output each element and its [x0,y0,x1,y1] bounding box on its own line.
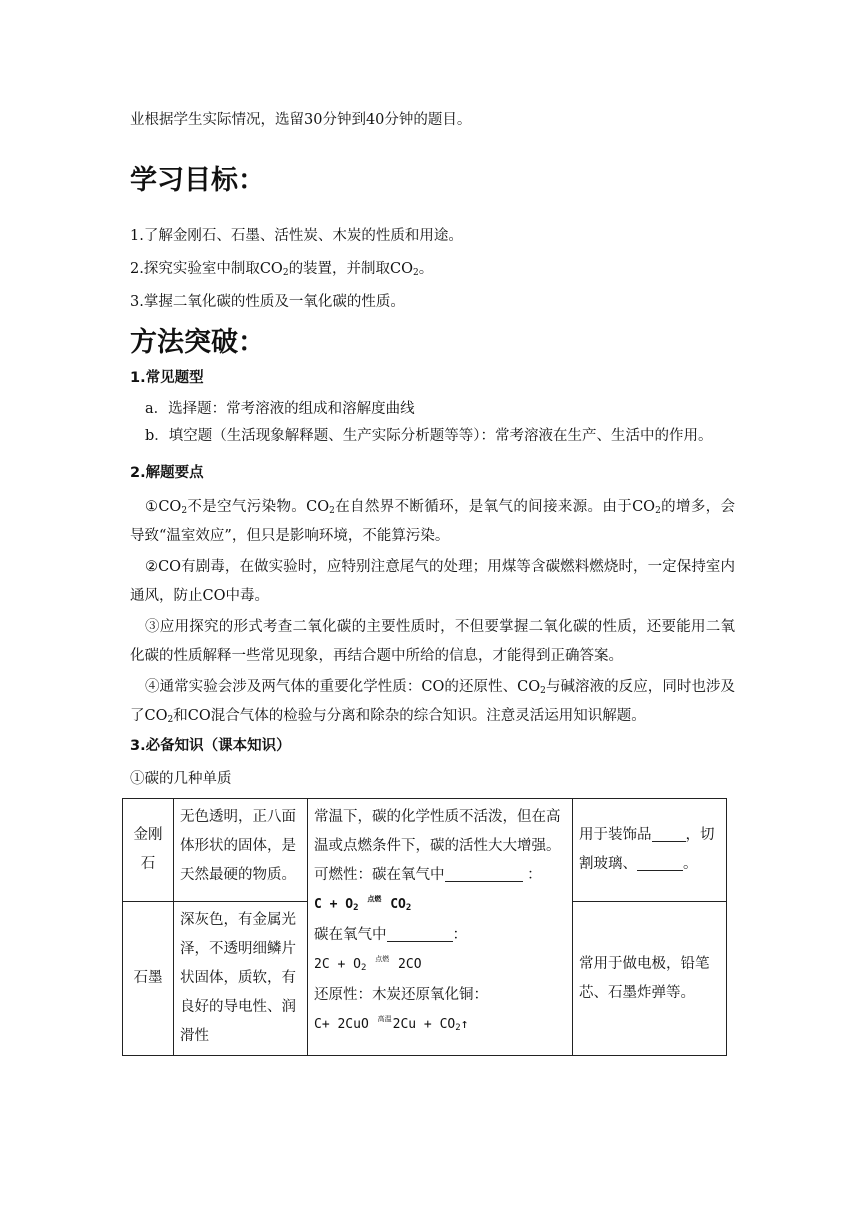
key-point-4: ④通常实验会涉及两气体的重要化学性质：CO的还原性、$CO_2$与碱溶液的反应，同时也涉及了$CO_2$和CO混合气体的检验与分离和除杂的综合知识。注意灵活运用知识解题。 [130,679,736,725]
key-point-1: $①CO_2$不是空气污染物。$CO_2$在自然界不断循环，是氧气的间接来源。由于$CO_2$的增多，会导致“温室效应”，但只是影响环境，不能算污染。 [130,499,736,544]
learning-goals-heading: 学习目标： [130,165,265,196]
cell-graphite-use: 常用于做电极，铅笔芯、石墨炸弹等。 [573,902,727,1056]
equation-complete-combustion: $C + O_2$ $^{点燃}$ $CO_2$ [314,895,412,913]
goal-item-3: 3.掌握二氧化碳的性质及一氧化碳的性质。 [130,294,405,310]
cell-diamond-name: 金刚石 [123,799,174,902]
intro-line: 业根据学生实际情况，选留30分钟到40分钟的题目。 [130,112,472,128]
section-3-title: 3.必备知识（课本知识） [130,738,291,754]
question-type-a: a．选择题：常考溶液的组成和溶解度曲线 [145,401,415,417]
methods-heading: 方法突破： [130,327,265,358]
section-2-title: 2.解题要点 [130,465,204,481]
goal-item-2: 2.探究实验室中制取$CO_2$的装置，并制取$CO_2$。 [130,261,434,278]
question-type-b: b．填空题（生活现象解释题、生产实际分析题等等）：常考溶液在生产、生活中的作用。 [145,428,713,444]
section-3-subtitle: ①碳的几种单质 [130,771,232,787]
cell-diamond-desc: 无色透明，正八面体形状的固体，是天然最硬的物质。 [174,799,308,902]
key-point-3: ③应用探究的形式考查二氧化碳的主要性质时，不但要掌握二氧化碳的性质，还要能用二氧化碳的性质解释一些常见现象，再结合题中所给的信息，才能得到正确答案。 [130,619,735,664]
section-1-title: 1.常见题型 [130,370,204,386]
cell-chemical-properties: 常温下，碳的化学性质不活泼，但在高温或点燃条件下，碳的活性大大增强。 可燃性：碳在氧气中 ： $C + O_2$ $^{点燃}$ $CO_2$ 碳在氧气中 ： $2C + O_2$ $^{点燃}$ 2CO 还原性：木炭还原氧化铜： C+ 2CuO $^{高温}2Cu + CO_2↑$ [308,799,573,1056]
equation-incomplete-combustion: $2C + O_2$ $^{点燃}$ 2CO [314,955,422,973]
cell-diamond-use: 用于装饰品 ，切割玻璃、 。 [573,799,727,902]
goal-item-1: 1.了解金刚石、石墨、活性炭、木炭的性质和用途。 [130,228,463,244]
equation-reduction: C+ 2CuO $^{高温}2Cu + CO_2↑$ [314,1015,469,1033]
table-row-diamond [123,799,727,902]
carbon-allotropes-table [122,798,727,1056]
cell-graphite-name: 石墨 [123,902,174,1056]
key-point-2: ②CO有剧毒，在做实验时，应特别注意尾气的处理；用煤等含碳燃料燃烧时，一定保持室内通风，防止CO中毒。 [130,559,735,604]
cell-graphite-desc: 深灰色，有金属光泽，不透明细鳞片状固体，质软，有良好的导电性、润滑性 [174,902,308,1056]
